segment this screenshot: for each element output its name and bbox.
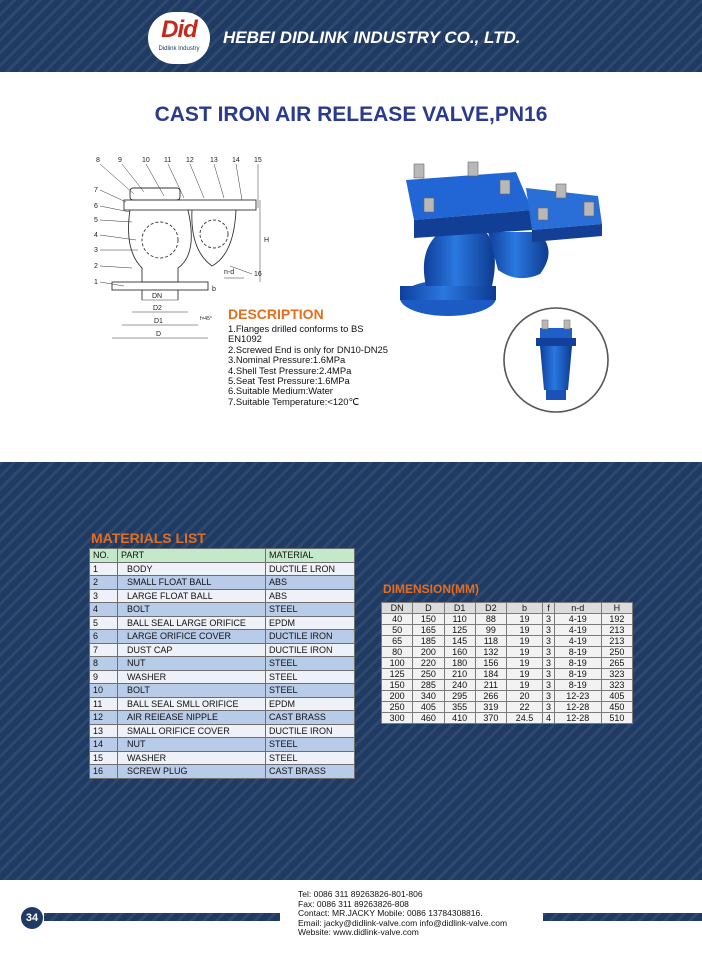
table-row bbox=[90, 738, 355, 752]
table-cell: 405 bbox=[601, 691, 632, 702]
callout-2: 2 bbox=[94, 263, 98, 270]
header-band bbox=[0, 0, 702, 72]
table-cell: 450 bbox=[601, 702, 632, 713]
table-cell: 3 bbox=[543, 669, 555, 680]
contact-tel: Tel: 0086 311 89263826-801-806 bbox=[298, 889, 423, 899]
header-b: b bbox=[507, 603, 543, 614]
table-cell: 213 bbox=[601, 625, 632, 636]
table-cell: 7 bbox=[90, 643, 118, 657]
table-cell: 4-19 bbox=[554, 625, 601, 636]
table-cell: STEEL bbox=[266, 603, 355, 617]
table-cell: 125 bbox=[444, 625, 475, 636]
table-cell: 22 bbox=[507, 702, 543, 713]
table-cell: CAST BRASS bbox=[266, 711, 355, 725]
description-item: 6.Suitable Medium:Water bbox=[228, 385, 333, 397]
dim-label-f: f×45° bbox=[200, 316, 212, 322]
table-row bbox=[90, 670, 355, 684]
table-cell: 110 bbox=[444, 614, 475, 625]
callout-8: 8 bbox=[96, 157, 100, 164]
table-cell: 10 bbox=[90, 684, 118, 698]
dim-label-h: H bbox=[264, 237, 270, 244]
table-cell: 405 bbox=[413, 702, 444, 713]
description-title: DESCRIPTION bbox=[228, 306, 324, 322]
table-cell: 355 bbox=[444, 702, 475, 713]
table-cell: 12-23 bbox=[554, 691, 601, 702]
table-row bbox=[382, 614, 633, 625]
table-cell: 19 bbox=[507, 680, 543, 691]
table-cell: 165 bbox=[413, 625, 444, 636]
table-cell: 80 bbox=[382, 647, 413, 658]
table-row bbox=[90, 643, 355, 657]
table-cell: 3 bbox=[543, 614, 555, 625]
table-cell: STEEL bbox=[266, 751, 355, 765]
callout-15: 15 bbox=[254, 157, 262, 164]
callout-6: 6 bbox=[94, 203, 98, 210]
header-d: D bbox=[413, 603, 444, 614]
header-material: MATERIAL bbox=[266, 549, 355, 563]
company-logo bbox=[148, 12, 210, 64]
contact-person: Contact: MR.JACKY Mobile: 0086 13784308816. bbox=[298, 908, 483, 919]
table-cell: EPDM bbox=[266, 616, 355, 630]
dim-label-d2: D2 bbox=[153, 305, 162, 312]
table-cell: 211 bbox=[475, 680, 506, 691]
table-cell: 213 bbox=[601, 636, 632, 647]
table-cell: 266 bbox=[475, 691, 506, 702]
table-cell: WASHER bbox=[118, 670, 266, 684]
table-cell: DUCTILE IRON bbox=[266, 643, 355, 657]
table-cell: NUT bbox=[118, 738, 266, 752]
table-cell: 8-19 bbox=[554, 647, 601, 658]
table-row bbox=[90, 724, 355, 738]
callout-7: 7 bbox=[94, 187, 98, 194]
logo-subtext: Didlink Industry bbox=[158, 46, 200, 52]
table-cell: 200 bbox=[382, 691, 413, 702]
materials-table bbox=[89, 548, 355, 779]
table-cell: 150 bbox=[413, 614, 444, 625]
table-cell: ABS bbox=[266, 576, 355, 590]
header-d1: D1 bbox=[444, 603, 475, 614]
dim-label-d1: D1 bbox=[154, 318, 163, 325]
table-cell: 24.5 bbox=[507, 713, 543, 724]
page-number: 34 bbox=[21, 907, 43, 929]
dim-label-b: b bbox=[212, 286, 216, 293]
callout-9: 9 bbox=[118, 157, 122, 164]
header-no: NO. bbox=[90, 549, 118, 563]
table-cell: 323 bbox=[601, 680, 632, 691]
callout-16: 16 bbox=[254, 271, 262, 278]
table-cell: 145 bbox=[444, 636, 475, 647]
table-cell: 100 bbox=[382, 658, 413, 669]
table-cell: BOLT bbox=[118, 603, 266, 617]
table-cell: DUST CAP bbox=[118, 643, 266, 657]
table-cell: 19 bbox=[507, 669, 543, 680]
table-row bbox=[90, 562, 355, 576]
table-cell: 8-19 bbox=[554, 658, 601, 669]
table-cell: 88 bbox=[475, 614, 506, 625]
table-cell: 8-19 bbox=[554, 669, 601, 680]
dim-label-dn: DN bbox=[152, 293, 163, 300]
table-cell: NUT bbox=[118, 657, 266, 671]
table-row bbox=[382, 658, 633, 669]
table-cell: 11 bbox=[90, 697, 118, 711]
table-cell: 4-19 bbox=[554, 636, 601, 647]
table-cell: 50 bbox=[382, 625, 413, 636]
table-cell: WASHER bbox=[118, 751, 266, 765]
callout-12: 12 bbox=[186, 157, 194, 164]
callout-13: 13 bbox=[210, 157, 218, 164]
contact-info bbox=[298, 890, 507, 938]
table-cell: 319 bbox=[475, 702, 506, 713]
table-row bbox=[90, 616, 355, 630]
table-cell: 16 bbox=[90, 765, 118, 779]
table-cell: 210 bbox=[444, 669, 475, 680]
table-cell: 265 bbox=[601, 658, 632, 669]
contact-email: Email: jacky@didlink-valve.com info@didlink-valve.com bbox=[298, 917, 508, 928]
table-cell: 192 bbox=[601, 614, 632, 625]
table-cell: 9 bbox=[90, 670, 118, 684]
table-cell: 12-28 bbox=[554, 713, 601, 724]
table-cell: 184 bbox=[475, 669, 506, 680]
header-f: f bbox=[543, 603, 555, 614]
table-cell: ABS bbox=[266, 589, 355, 603]
description-item: 1.Flanges drilled conforms to BS EN1092 bbox=[228, 323, 364, 345]
header-dn: DN bbox=[382, 603, 413, 614]
table-cell: SCREW PLUG bbox=[118, 765, 266, 779]
table-row bbox=[90, 657, 355, 671]
table-cell: 20 bbox=[507, 691, 543, 702]
table-cell: 3 bbox=[90, 589, 118, 603]
table-header-row bbox=[90, 549, 355, 563]
page-title: CAST IRON AIR RELEASE VALVE,PN16 bbox=[154, 103, 548, 126]
footer-bar-left bbox=[44, 913, 280, 921]
table-row bbox=[382, 680, 633, 691]
table-row bbox=[382, 713, 633, 724]
table-cell: 12 bbox=[90, 711, 118, 725]
header-part: PART bbox=[118, 549, 266, 563]
table-row bbox=[382, 669, 633, 680]
table-row bbox=[382, 647, 633, 658]
table-cell: 1 bbox=[90, 562, 118, 576]
table-cell: 160 bbox=[444, 647, 475, 658]
table-cell: EPDM bbox=[266, 697, 355, 711]
table-cell: 250 bbox=[601, 647, 632, 658]
table-cell: BODY bbox=[118, 562, 266, 576]
table-cell: 3 bbox=[543, 658, 555, 669]
header-d2: D2 bbox=[475, 603, 506, 614]
table-cell: 295 bbox=[444, 691, 475, 702]
table-cell: 125 bbox=[382, 669, 413, 680]
callout-11: 11 bbox=[164, 157, 172, 164]
table-cell: 3 bbox=[543, 647, 555, 658]
table-row bbox=[90, 711, 355, 725]
valve-product-photo bbox=[388, 150, 618, 430]
callout-5: 5 bbox=[94, 217, 98, 224]
table-cell: 200 bbox=[413, 647, 444, 658]
table-cell: 40 bbox=[382, 614, 413, 625]
table-cell: 300 bbox=[382, 713, 413, 724]
dim-label-nd: n-d bbox=[224, 269, 235, 276]
table-cell: 19 bbox=[507, 647, 543, 658]
table-row bbox=[90, 684, 355, 698]
table-cell: 19 bbox=[507, 625, 543, 636]
callout-14: 14 bbox=[232, 157, 240, 164]
table-cell: 370 bbox=[475, 713, 506, 724]
table-row bbox=[90, 630, 355, 644]
table-cell: 3 bbox=[543, 636, 555, 647]
table-cell: 240 bbox=[444, 680, 475, 691]
table-cell: 180 bbox=[444, 658, 475, 669]
table-row bbox=[382, 691, 633, 702]
table-cell: 323 bbox=[601, 669, 632, 680]
table-cell: BALL SEAL SMLL ORIFICE bbox=[118, 697, 266, 711]
table-cell: 3 bbox=[543, 691, 555, 702]
description-item: 4.Shell Test Pressure:2.4MPa bbox=[228, 364, 352, 376]
header-h: H bbox=[601, 603, 632, 614]
table-cell: 340 bbox=[413, 691, 444, 702]
table-cell: LARGE FLOAT BALL bbox=[118, 589, 266, 603]
table-cell: STEEL bbox=[266, 738, 355, 752]
table-row bbox=[382, 636, 633, 647]
description-item: 5.Seat Test Pressure:1.6MPa bbox=[228, 375, 350, 387]
table-cell: LARGE ORIFICE COVER bbox=[118, 630, 266, 644]
footer-bar-right bbox=[543, 913, 702, 921]
table-cell: 3 bbox=[543, 702, 555, 713]
table-cell: 12-28 bbox=[554, 702, 601, 713]
table-cell: CAST BRASS bbox=[266, 765, 355, 779]
table-cell: 2 bbox=[90, 576, 118, 590]
table-cell: 410 bbox=[444, 713, 475, 724]
table-row bbox=[90, 697, 355, 711]
table-cell: 132 bbox=[475, 647, 506, 658]
description-list bbox=[228, 324, 388, 407]
table-row bbox=[90, 589, 355, 603]
table-cell: 250 bbox=[413, 669, 444, 680]
table-cell: 4-19 bbox=[554, 614, 601, 625]
materials-body bbox=[90, 562, 355, 778]
table-cell: 156 bbox=[475, 658, 506, 669]
table-cell: 99 bbox=[475, 625, 506, 636]
table-cell: 3 bbox=[543, 625, 555, 636]
dimension-table bbox=[381, 602, 633, 724]
table-cell: 4 bbox=[543, 713, 555, 724]
callout-10: 10 bbox=[142, 157, 150, 164]
table-cell: 118 bbox=[475, 636, 506, 647]
table-cell: 6 bbox=[90, 630, 118, 644]
table-cell: SMALL FLOAT BALL bbox=[118, 576, 266, 590]
table-cell: SMALL ORIFICE COVER bbox=[118, 724, 266, 738]
table-cell: 19 bbox=[507, 614, 543, 625]
table-cell: 510 bbox=[601, 713, 632, 724]
table-cell: STEEL bbox=[266, 670, 355, 684]
company-name: HEBEI DIDLINK INDUSTRY CO., LTD. bbox=[223, 28, 521, 47]
table-row bbox=[382, 702, 633, 713]
table-cell: 8 bbox=[90, 657, 118, 671]
table-row bbox=[90, 576, 355, 590]
table-row bbox=[90, 603, 355, 617]
table-cell: 460 bbox=[413, 713, 444, 724]
table-cell: DUCTILE IRON bbox=[266, 724, 355, 738]
table-cell: 14 bbox=[90, 738, 118, 752]
table-cell: 3 bbox=[543, 680, 555, 691]
table-header-row bbox=[382, 603, 633, 614]
callout-4: 4 bbox=[94, 232, 98, 239]
table-cell: 19 bbox=[507, 658, 543, 669]
table-cell: BALL SEAL LARGE ORIFICE bbox=[118, 616, 266, 630]
table-cell: 65 bbox=[382, 636, 413, 647]
dimension-title: DIMENSION(MM) bbox=[383, 582, 479, 596]
description-item: 7.Suitable Temperature:<120℃ bbox=[228, 395, 360, 407]
header-nd: n-d bbox=[554, 603, 601, 614]
callout-3: 3 bbox=[94, 247, 98, 254]
table-row bbox=[382, 625, 633, 636]
table-row bbox=[90, 751, 355, 765]
table-cell: 250 bbox=[382, 702, 413, 713]
table-cell: STEEL bbox=[266, 657, 355, 671]
table-cell: 185 bbox=[413, 636, 444, 647]
description-item: 3.Nominal Pressure:1.6MPa bbox=[228, 354, 346, 366]
contact-fax: Fax: 0086 311 89263826-808 bbox=[298, 898, 409, 909]
table-cell: DUCTILE LRON bbox=[266, 562, 355, 576]
table-cell: DUCTILE IRON bbox=[266, 630, 355, 644]
table-cell: 220 bbox=[413, 658, 444, 669]
table-cell: 13 bbox=[90, 724, 118, 738]
logo-mark: Did bbox=[161, 16, 197, 43]
table-cell: 8-19 bbox=[554, 680, 601, 691]
dimension-body bbox=[382, 614, 633, 724]
callout-1: 1 bbox=[94, 279, 98, 286]
table-cell: 15 bbox=[90, 751, 118, 765]
table-cell: BOLT bbox=[118, 684, 266, 698]
table-cell: 5 bbox=[90, 616, 118, 630]
dim-label-d: D bbox=[156, 331, 162, 338]
materials-title: MATERIALS LIST bbox=[91, 530, 206, 546]
table-cell: AIR REIEASE NIPPLE bbox=[118, 711, 266, 725]
table-cell: 285 bbox=[413, 680, 444, 691]
table-cell: 19 bbox=[507, 636, 543, 647]
table-cell: STEEL bbox=[266, 684, 355, 698]
description-item: 2.Screwed End is only for DN10-DN25 bbox=[228, 343, 388, 355]
table-cell: 150 bbox=[382, 680, 413, 691]
contact-website: Website: www.didlink-valve.com bbox=[298, 927, 419, 938]
table-row bbox=[90, 765, 355, 779]
table-cell: 4 bbox=[90, 603, 118, 617]
